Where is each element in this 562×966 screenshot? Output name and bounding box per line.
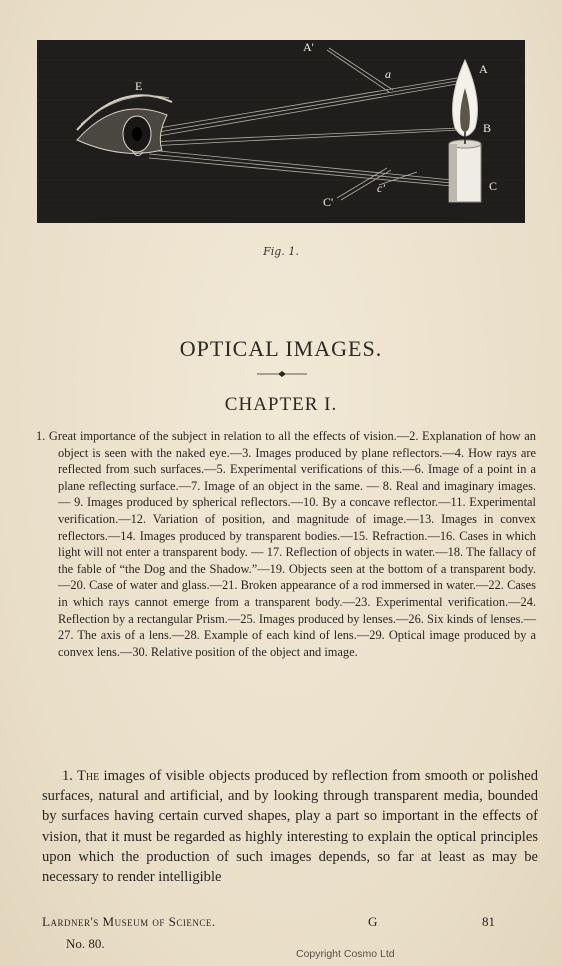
label-alpha: a bbox=[385, 67, 391, 81]
chapter-summary: 1. Great importance of the subject in relation to all the effects of vision.—2. Explanation of how an object is seen with the naked eye.—3. Images produced by plane reflectors.—4. How rays are reflected from such surfaces.—5. Experimental verifications of this.—6. Image of a point in a plane reflecting surface.—7. Image of an object in the same. — 8. Real and imaginary images. — 9. Images produced by spherical reflectors.—10. By a concave reflector.—11. Experimental verification.—12. Variation of position, and magnitude of image.—13. Images in convex reflectors.—14. Images produced by transparent bodies.—15. Refraction.—16. Cases in which light will not enter a transparent body. — 17. Reflection of objects in water.—18. The fallacy of the fable of “the Dog and the Shadow.”—19. Objects seen at the bottom of a transparent body.—20. Case of water and glass.—21. Broken appearance of a rod immersed in water.—22. Cases in which rays cannot emerge from a transparent body.—23. Experimental verification.—24. Reflection by a rectangular Prism.—25. Images produced by lenses.—26. Six kinds of lenses.—27. The axis of a lens.—28. Example of each kind of lens.—29. Optical image produced by a convex lens.—30. Relative position of the object and image. bbox=[36, 429, 536, 659]
divider-ornament bbox=[257, 370, 307, 378]
eye-candle-engraving bbox=[37, 40, 525, 223]
page-title: OPTICAL IMAGES. bbox=[179, 336, 383, 361]
signature-mark: G bbox=[368, 914, 378, 929]
body-text: images of visible objects produced by reflection from smooth or polished surfaces, natural and artificial, and by looking through transparent media, bounded by surfaces having certain curved shapes, play a part so important in the effects of vision, that it must be regarded as highly interesting to explain the optical principles upon which the production of such images depends, so far at least as may be necessary to render intelligible bbox=[42, 768, 539, 886]
fig-1-illustration bbox=[37, 40, 525, 223]
issue-number: No. 80. bbox=[66, 936, 105, 951]
figure-caption: Fig. 1. bbox=[263, 245, 299, 258]
label-b: B bbox=[483, 121, 492, 135]
body-paragraph bbox=[42, 766, 538, 887]
label-e: E bbox=[135, 79, 143, 93]
copyright-watermark: Copyright Cosmo Ltd bbox=[296, 948, 395, 960]
body-lead: 1. The bbox=[62, 768, 100, 784]
page-number: 81 bbox=[482, 914, 495, 929]
chapter-heading: CHAPTER I. bbox=[224, 394, 338, 415]
label-c-prime-lower: c' bbox=[377, 181, 385, 195]
label-a-prime: A' bbox=[303, 40, 314, 54]
label-c-prime-upper: C' bbox=[323, 195, 334, 209]
publication-name: Lardner's Museum of Science. bbox=[42, 914, 216, 929]
label-c: C bbox=[489, 179, 498, 193]
label-a: A bbox=[479, 62, 488, 76]
